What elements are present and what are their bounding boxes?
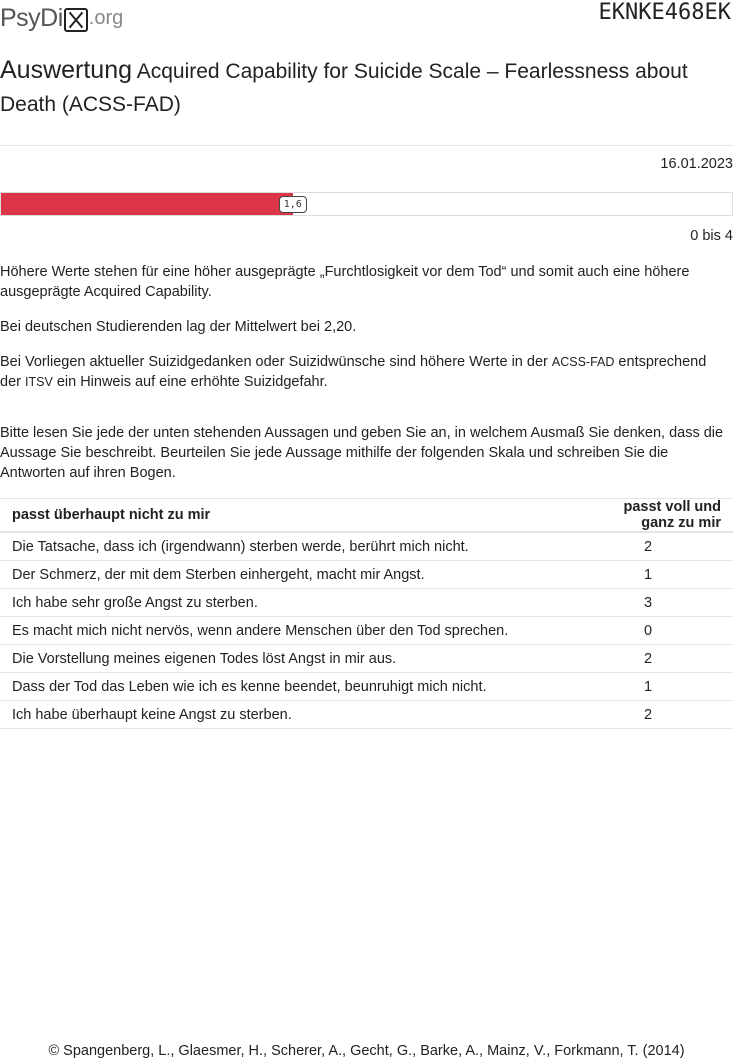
interpretation-text-1: Höhere Werte stehen für eine höher ausgeprägte „Furchtlosigkeit vor dem Tod“ und somit auch eine höhere ausgeprägte Acquired Capability. xyxy=(0,264,690,300)
instructions-text: Bitte lesen Sie jede der unten stehenden Aussagen und geben Sie an, in welchem Ausmaß Sie denken, dass die Aussage Sie beschreibt. Beurteilen Sie jede Aussage mithilfe der folgenden Skala und schreiben Sie die Antworten auf ihren Bogen. xyxy=(0,425,724,481)
table-row xyxy=(0,645,733,673)
scale-low-anchor: passt überhaupt nicht zu mir xyxy=(0,499,591,533)
interpretation-text-2: Bei deutschen Studierenden lag der Mittelwert bei 2,20. xyxy=(0,319,357,335)
interpretation-text-3 xyxy=(0,352,725,392)
logo-x-icon xyxy=(64,8,88,32)
table-header-row xyxy=(0,499,733,533)
statement-text: Der Schmerz, der mit dem Sterben einhergeht, macht mir Angst. xyxy=(0,561,591,589)
interpretation-3-part-c: ein Hinweis auf eine erhöhte Suizidgefahr. xyxy=(52,374,328,390)
table-row xyxy=(0,589,733,617)
table-row xyxy=(0,701,733,729)
statement-text: Es macht mich nicht nervös, wenn andere Menschen über den Tod sprechen. xyxy=(0,617,591,645)
table-row xyxy=(0,561,733,589)
table-row xyxy=(0,673,733,701)
title-lead: Auswertung xyxy=(0,56,133,84)
interpretation-3-part-a: Bei Vorliegen aktueller Suizidgedanken oder Suizidwünsche sind höhere Werte in der xyxy=(0,354,552,370)
copyright-footer: © Spangenberg, L., Glaesmer, H., Scherer, A., Gecht, G., Barke, A., Mainz, V., Forkmann, T. (2014) xyxy=(48,1043,685,1059)
statement-text: Die Vorstellung meines eigenen Todes löst Angst in mir aus. xyxy=(0,645,591,673)
result-date: 16.01.2023 xyxy=(660,156,733,172)
response-value: 3 xyxy=(591,589,733,617)
logo-wordmark: PsyDi xyxy=(0,4,63,32)
response-value: 2 xyxy=(591,701,733,729)
page-title xyxy=(0,54,720,121)
statement-text: Dass der Tod das Leben wie ich es kenne beendet, beunruhigt mich nicht. xyxy=(0,673,591,701)
scale-high-anchor: passt voll und ganz zu mir xyxy=(591,499,733,533)
abbr-itsv: ITSV xyxy=(25,375,53,389)
psydix-logo xyxy=(0,0,123,36)
responses-table xyxy=(0,498,733,729)
response-value: 1 xyxy=(591,673,733,701)
statement-text: Die Tatsache, dass ich (irgendwann) sterben werde, berührt mich nicht. xyxy=(0,532,591,561)
statement-text: Ich habe überhaupt keine Angst zu sterben. xyxy=(0,701,591,729)
table-row xyxy=(0,617,733,645)
interpretation-3-part-b: entsprechend der xyxy=(0,354,707,390)
response-value: 2 xyxy=(591,532,733,561)
logo-org-suffix: .org xyxy=(88,7,124,29)
statement-text: Ich habe sehr große Angst zu sterben. xyxy=(0,589,591,617)
response-value: 1 xyxy=(591,561,733,589)
table-row xyxy=(0,532,733,561)
result-code: EKNKE468EK xyxy=(598,0,731,25)
score-bar-fill xyxy=(1,193,293,215)
divider xyxy=(0,145,733,146)
score-badge: 1,6 xyxy=(279,196,307,213)
score-bar xyxy=(0,192,733,216)
response-value: 2 xyxy=(591,645,733,673)
abbr-acss-fad: ACSS-FAD xyxy=(551,355,615,369)
response-value: 0 xyxy=(591,617,733,645)
title-scale-name: Acquired Capability for Suicide Scale – Fearlessness about Death (ACSS-FAD) xyxy=(0,60,688,116)
score-range: 0 bis 4 xyxy=(690,228,733,244)
